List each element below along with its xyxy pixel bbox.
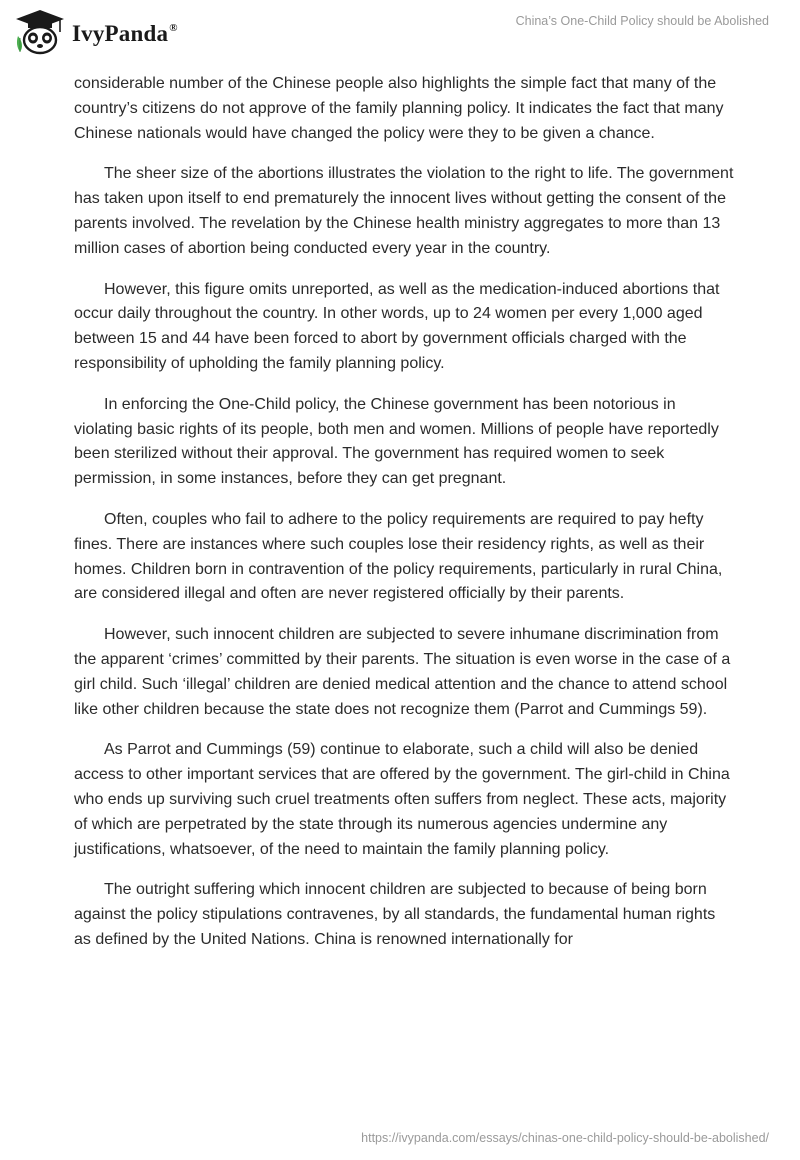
brand-name: IvyPanda® bbox=[72, 21, 178, 46]
page-header bbox=[0, 0, 800, 60]
paragraph: As Parrot and Cummings (59) continue to elaborate, such a child will also be denied access to other important services that are offered by the government. The girl-child in China who ends up surviving such cruel treatments often suffers from neglect. These acts, majority of which are perpetrated by the state through its numerous agencies undermine any justifications, whatsoever, of the need to maintain the family planning policy. bbox=[74, 741, 730, 858]
paragraph: Often, couples who fail to adhere to the policy requirements are required to pay hefty fines. There are instances where such couples lose their residency rights, as well as their homes. Children born in contravention of the policy requirements, particularly in rural China, are considered illegal and often are never registered officially by their parents. bbox=[74, 510, 723, 603]
paragraph: However, such innocent children are subjected to severe inhumane discrimination from the apparent ‘crimes’ committed by their parents. The situation is even worse in the case of a girl child. Such ‘illegal’ children are denied medical attention and the chance to attend school like other children because the state does not recognize them (Parrot and Cummings 59). bbox=[74, 626, 731, 718]
paragraph: In enforcing the One-Child policy, the Chinese government has been notorious in violating basic rights of its people, both men and women. Millions of people have reportedly been sterilized without their approval. The government has required women to seek permission, in some instances, before they can get pregnant. bbox=[74, 395, 719, 488]
paragraph: considerable number of the Chinese people also highlights the simple fact that many of the country’s citizens do not approve of the family planning policy. It indicates the fact that many Chinese nationals would have changed the policy were they to be given a chance. bbox=[74, 75, 724, 142]
brand-logo[interactable] bbox=[14, 8, 178, 56]
essay-body bbox=[74, 72, 734, 969]
paragraph: The outright suffering which innocent children are subjected to because of being born against the policy stipulations contravenes, by all standards, the fundamental human rights as defined by the United Nations. China is renowned internationally for bbox=[74, 881, 716, 948]
paragraph: However, this figure omits unreported, as well as the medication-induced abortions that occur daily throughout the country. In other words, up to 24 women per every 1,000 aged between 15 and 44 have been forced to abort by government officials charged with the responsibility of upholding the family planning policy. bbox=[74, 280, 720, 372]
document-title: China’s One-Child Policy should be Abolished bbox=[515, 14, 769, 28]
panda-graduate-icon bbox=[14, 8, 66, 56]
paragraph: The sheer size of the abortions illustrates the violation to the right to life. The government has taken upon itself to end prematurely the innocent lives without getting the consent of the parents involved. The revelation by the Chinese health ministry aggregates to more than 13 million cases of abortion being conducted every year in the country. bbox=[74, 165, 734, 257]
source-url[interactable]: https://ivypanda.com/essays/chinas-one-child-policy-should-be-abolished/ bbox=[361, 1131, 769, 1145]
